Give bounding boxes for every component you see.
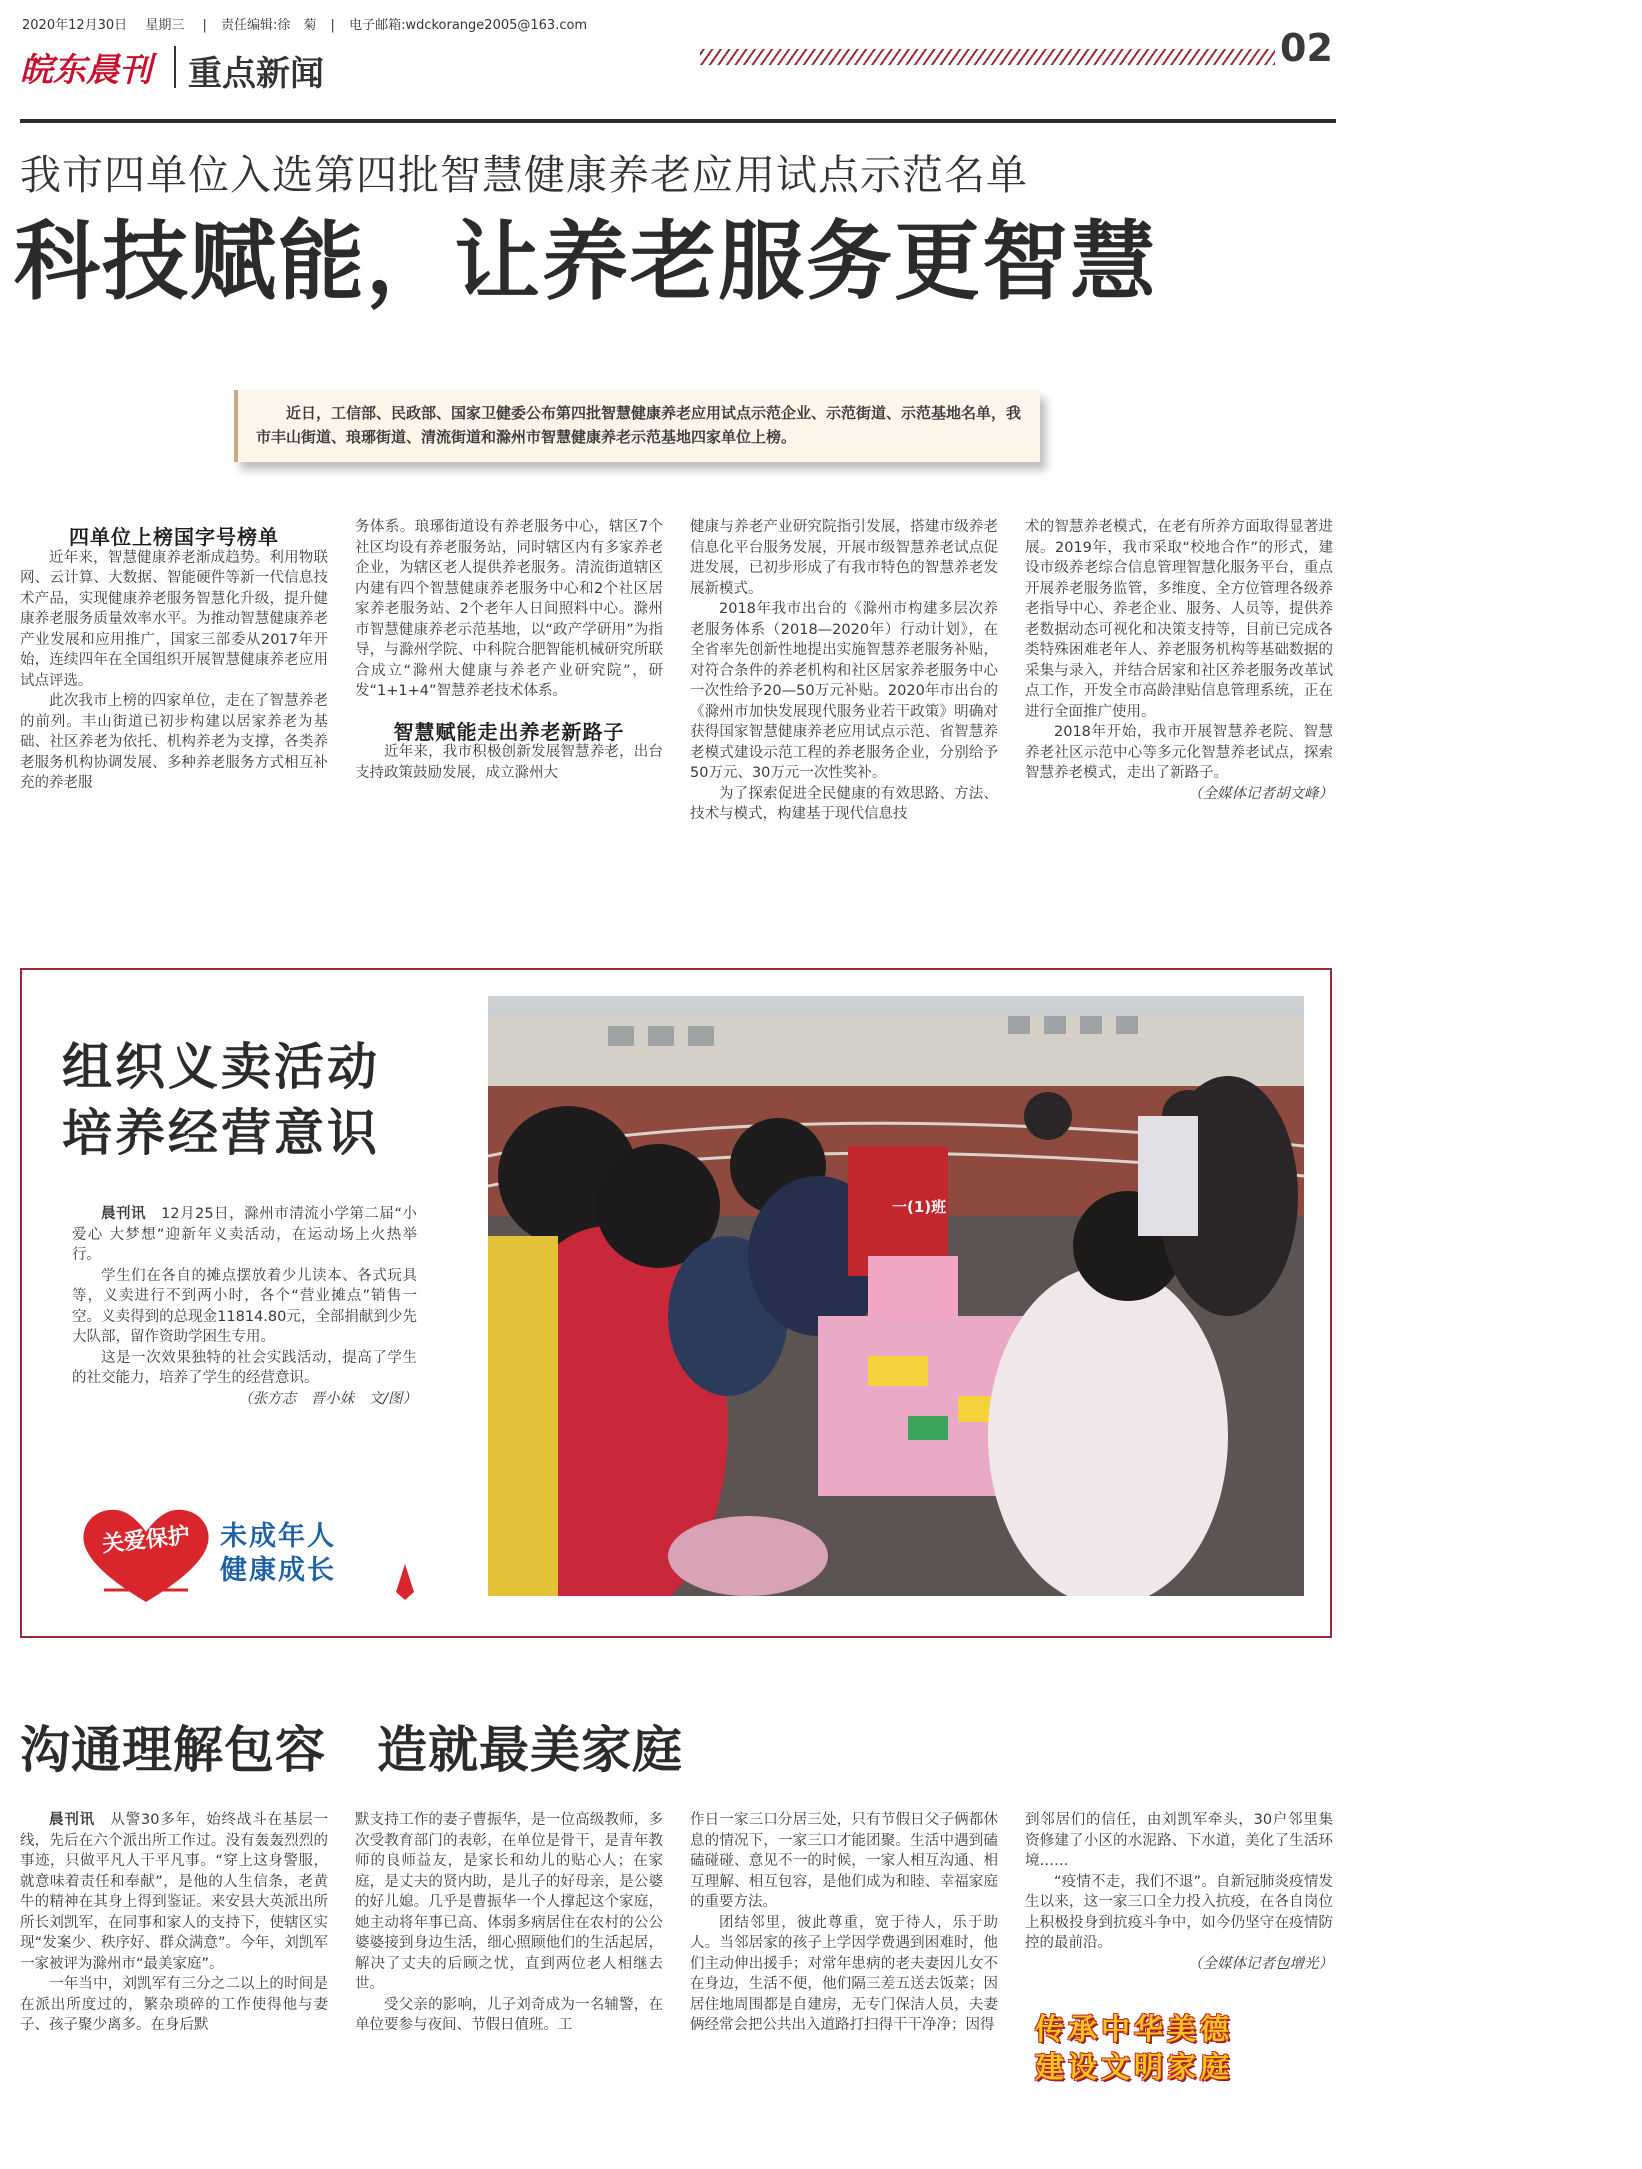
family-paragraph: 受父亲的影响，儿子刘奇成为一名辅警，在单位要参与夜间、节假日值班。工 xyxy=(355,1996,663,2033)
lead-paragraph: 务体系。琅琊街道设有养老服务中心，辖区7个社区均设有养老服务站，同时辖区内有多家养老企业，为辖区老人提供养老服务。清流街道辖区内建有四个智慧健康养老服务中心和2个社区居家养老服务站、2个老年人日间照料中心。滁州市智慧健康养老示范基地，以“政产学研用”为指导，与滁州学院、中科院合肥智能机械研究所联合成立“滁州大健康与养老产业研究院”，研发“1+1+4”智慧养老技术体系。 xyxy=(355,519,663,699)
family-paragraph: 团结邻里，彼此尊重，宽于待人，乐于助人。当邻居家的孩子上学因学费遇到困难时，他们主动伸出援手；对常年患病的老夫妻因儿女不在身边，生活不便，他们隔三差五送去饭菜；因居住地周围都是自建房，无专门保洁人员，夫妻俩经常会把公共出入道路打扫得干干净净；因得 xyxy=(690,1914,998,2033)
lead-paragraph: 2018年开始，我市开展智慧养老院、智慧养老社区示范中心等多元化智慧养老试点，探索智慧养老模式，走出了新路子。 xyxy=(1025,724,1333,781)
lead-credit: （全媒体记者胡文峰） xyxy=(1188,785,1333,802)
family-paragraph: 从警30多年，始终战斗在基层一线，先后在六个派出所工作过。没有轰轰烈烈的事迹，只做平凡人干平凡事。“穿上这身警服，就意味着责任和奉献”，是他的人生信条，老黄牛的精神在其身上得到鉴证。来安县大英派出所所长刘凯军，在同事和家人的支持下，使辖区实现“发案少、秩序好、群众满意”。今年，刘凯军一家被评为滁州市“最美家庭”。 xyxy=(20,1812,329,1972)
family-paragraph: 作日一家三口分居三处，只有节假日父子俩都休息的情况下，一家三口才能团聚。生活中遇到磕磕碰碰、意见不一的时候，一家人相互沟通、相互理解、相互包容，是他们成为和睦、幸福家庭的重要方法。 xyxy=(690,1812,998,1910)
family-column-3 xyxy=(690,1810,998,2036)
family-dateline: 晨刊讯 xyxy=(49,1812,95,1828)
issue-date: 2020年12月30日 xyxy=(22,18,128,33)
page-number: 02 xyxy=(1280,26,1333,70)
logo-divider xyxy=(174,46,176,88)
photo-class-sign: 一(1)班 xyxy=(892,1198,947,1216)
lead-paragraph: 2018年我市出台的《滁州市构建多层次养老服务体系（2018—2020年）行动计划》，在全省率先创新性地提出实施智慧养老服务补贴，对符合条件的养老机构和社区居家养老服务中心一次性给予20—50万元补贴。2020年市出台的《滁州市加快发展现代服务业若干政策》明确对获得国家智慧健康养老应用试点示范、省智慧养老模式建设示范工程的养老服务企业，分别给予50万元、30万元一次性奖补。 xyxy=(690,601,998,781)
minor-slogan-line1: 未成年人 xyxy=(220,1521,336,1552)
lead-headline: 科技赋能，让养老服务更智慧 xyxy=(14,212,1158,312)
lead-column-1 xyxy=(20,527,328,794)
lead-paragraph: 近年来，智慧健康养老渐成趋势。利用物联网、云计算、大数据、智能硬件等新一代信息技术产品，实现健康养老服务智慧化升级，提升健康养老服务质量效率水平。为推动智慧健康养老产业发展和应用推广，国家三部委从2017年开始，连续四年在全国组织开展智慧健康养老应用试点评选。 xyxy=(20,549,328,689)
lead-paragraph: 健康与养老产业研究院指引发展，搭建市级养老信息化平台服务发展，开展市级智慧养老试点促进发展，已初步形成了有我市特色的智慧养老发展新模式。 xyxy=(690,519,998,597)
editor-email: 电子邮箱:wdckorange2005@163.com xyxy=(349,18,588,33)
lead-column-3 xyxy=(690,517,998,825)
family-paragraph: “疫情不走，我们不退”。自新冠肺炎疫情发生以来，这一家三口全力投入抗疫，在各自岗位上积极投身到抗疫斗争中，如今仍坚守在疫情防控的最前沿。 xyxy=(1025,1873,1333,1951)
family-slogan-line1: 传承中华美德 xyxy=(1035,2012,1234,2046)
charity-photo xyxy=(488,996,1304,1596)
minor-protection-logo xyxy=(76,1502,416,1612)
lead-paragraph: 近年来，我市积极创新发展智慧养老，出台支持政策鼓励发展，成立滁州大 xyxy=(355,744,663,781)
pencil-icon xyxy=(392,1562,418,1602)
family-column-4 xyxy=(1025,1810,1333,1974)
charity-title-line1: 组织义卖活动 xyxy=(62,1038,380,1096)
lead-subhead-2: 智慧赋能走出养老新路子 xyxy=(393,719,625,744)
header-rule xyxy=(20,119,1336,123)
charity-paragraph: 12月25日，滁州市清流小学第二届“小爱心 大梦想”迎新年义卖活动，在运动场上火热举行。 xyxy=(72,1206,417,1263)
charity-text xyxy=(72,1204,417,1409)
charity-title-line2: 培养经营意识 xyxy=(62,1104,380,1162)
lead-paragraph: 术的智慧养老模式，在老有所养方面取得显著进展。2019年，我市采取“校地合作”的形式，建设市级养老综合信息管理智慧化服务平台，重点开展养老服务监管，多维度、全方位管理各级养老指导中心、养老企业、服务、人员等，提供养老数据动态可视化和决策支持等，目前已完成各类特殊困难老年人、养老服务机构等基础数据的采集与录入，并结合居家和社区养老服务改革试点工作，开发全市高龄津贴信息管理系统，正在进行全面推广使用。 xyxy=(1025,519,1333,720)
family-credit: （全媒体记者包增光） xyxy=(1188,1955,1333,1972)
lead-column-4 xyxy=(1025,517,1333,804)
lead-paragraph: 此次我市上榜的四家单位，走在了智慧养老的前列。丰山街道已初步构建以居家养老为基础、社区养老为依托、机构养老为支撑，各类养老服务机构协调发展、多种养老服务方式相互补充的养老服 xyxy=(20,693,328,791)
family-headline: 沟通理解包容 造就最美家庭 xyxy=(20,1721,683,1779)
header-hatch xyxy=(700,49,1275,65)
lead-summary: 近日，工信部、民政部、国家卫健委公布第四批智慧健康养老应用试点示范企业、示范街道、示范基地名单，我市丰山街道、琅琊街道、清流街道和滁州市智慧健康养老示范基地四家单位上榜。 xyxy=(256,404,1022,446)
charity-dateline: 晨刊讯 xyxy=(101,1206,147,1222)
charity-paragraph: 这是一次效果独特的社会实践活动，提高了学生的社交能力，培养了学生的经营意识。 xyxy=(72,1349,417,1386)
family-slogan xyxy=(1035,2010,1335,2098)
lead-column-2 xyxy=(355,517,663,783)
issue-weekday: 星期三 xyxy=(145,18,185,33)
family-paragraph: 默支持工作的妻子曹振华，是一位高级教师，多次受教育部门的表彰，在单位是骨干，是青年教师的良师益友，是家长和幼儿的贴心人；在家庭，是丈夫的贤内助，是儿子的好母亲，是公婆的好儿媳。几乎是曹振华一个人撑起这个家庭，她主动将年事已高、体弱多病居住在农村的公公婆婆接到身边生活，细心照顾他们的生活起居，解决了丈夫的后顾之忧，直到两位老人相继去世。 xyxy=(355,1812,663,1992)
charity-credit: （张方志 晋小妹 文/图） xyxy=(238,1390,417,1407)
family-slogan-line2: 建设文明家庭 xyxy=(1035,2050,1234,2084)
charity-photo-image xyxy=(488,996,1304,1596)
lead-kicker: 我市四单位入选第四批智慧健康养老应用试点示范名单 xyxy=(20,151,1028,199)
lead-subhead-1: 四单位上榜国字号榜单 xyxy=(69,525,279,549)
charity-title xyxy=(62,1034,380,1166)
minor-slogan xyxy=(220,1520,336,1588)
badge-text: 关爱保护 xyxy=(100,1523,192,1558)
header-meta: 2020年12月30日 星期三 | 责任编辑:徐 菊 | 电子邮箱:wdckorange2005@163.com xyxy=(22,18,588,33)
section-title: 重点新闻 xyxy=(188,54,324,94)
family-paragraph: 一年当中，刘凯军有三分之二以上的时间是在派出所度过的，繁杂琐碎的工作使得他与妻子、孩子聚少离多。在身后默 xyxy=(20,1976,328,2033)
charity-box xyxy=(20,968,1332,1638)
editor-name: 责任编辑:徐 菊 xyxy=(221,18,317,33)
family-paragraph: 到邻居们的信任，由刘凯军牵头，30户邻里集资修建了小区的水泥路、下水道，美化了生活环境…… xyxy=(1025,1812,1333,1869)
heart-icon xyxy=(76,1502,216,1612)
family-column-2 xyxy=(355,1810,663,2036)
charity-paragraph: 学生们在各自的摊点摆放着少儿读本、各式玩具等，义卖进行不到两小时，各个“营业摊点”销售一空。义卖得到的总现金11814.80元，全部捐献到少先大队部，留作资助学困生专用。 xyxy=(72,1267,417,1345)
minor-slogan-line2: 健康成长 xyxy=(220,1555,336,1586)
family-column-1 xyxy=(20,1810,328,2036)
paper-logo: 皖东晨刊 xyxy=(20,50,152,89)
lead-paragraph: 为了探索促进全民健康的有效思路、方法、技术与模式，构建基于现代信息技 xyxy=(690,785,998,822)
lead-summary-box xyxy=(234,390,1040,462)
